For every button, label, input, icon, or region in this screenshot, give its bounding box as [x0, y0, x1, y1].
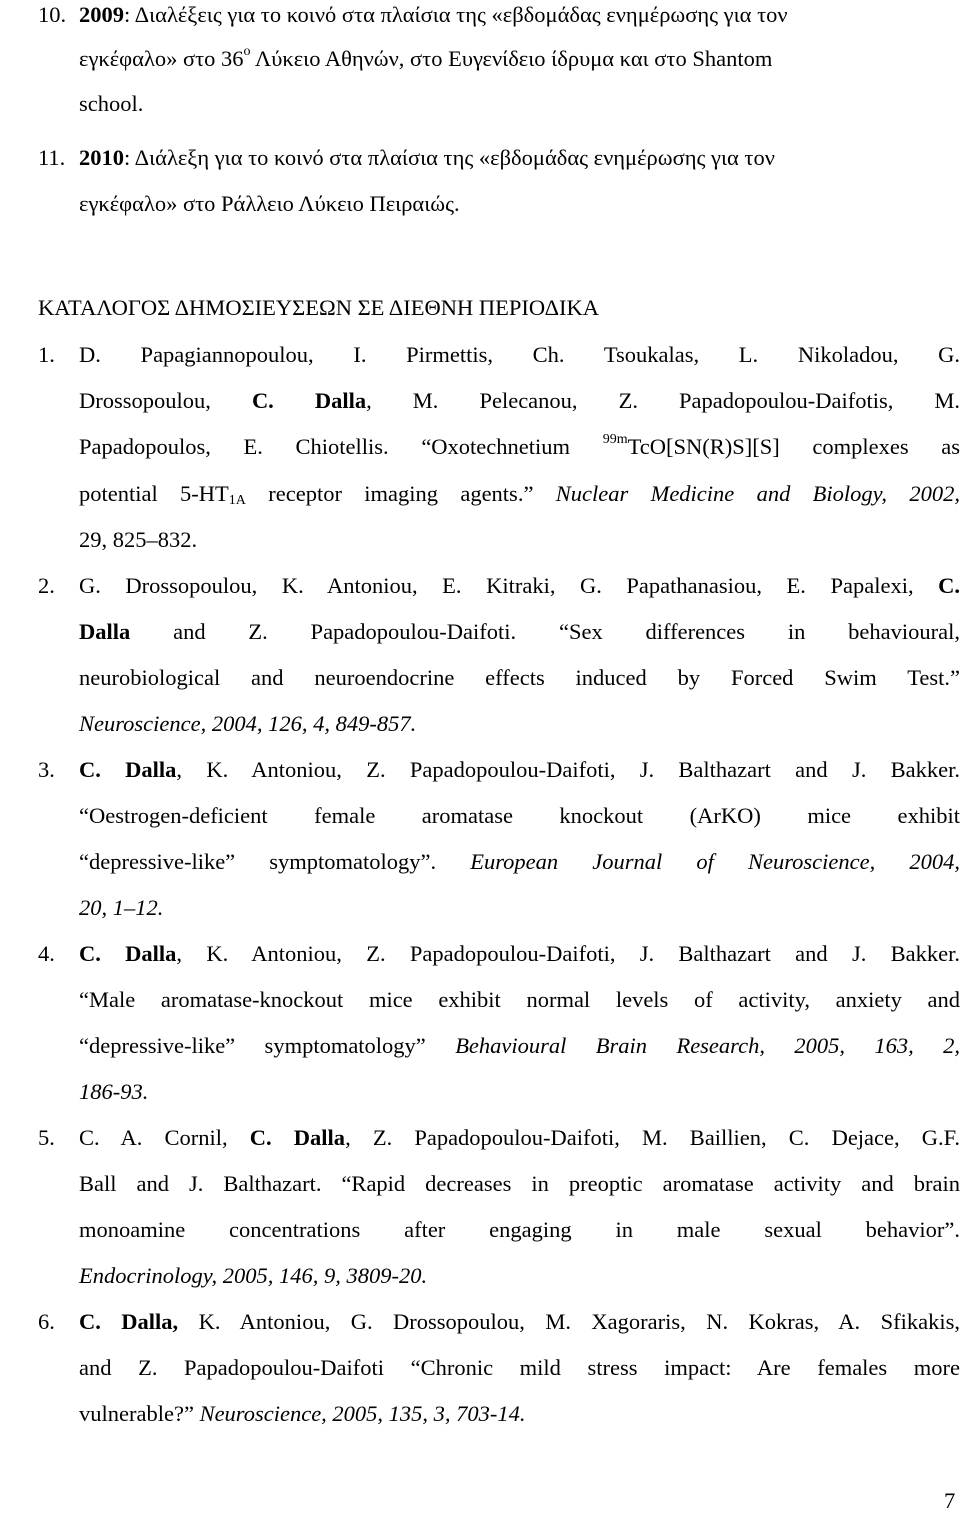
publication-2 [0, 571, 960, 601]
pub-text: receptor imaging agents.” [245, 481, 556, 506]
item-text: : Διάλεξη για το κοινό στα πλαίσια της «εβδομάδας ενημέρωσης για τον [124, 145, 775, 170]
publication-1 [0, 340, 960, 370]
publication-5-line3 [0, 1215, 960, 1245]
item-text: school. [79, 91, 144, 116]
journal-citation: Behavioural Brain Research, 2005, 163, 2, [455, 1033, 960, 1058]
pub-text: , M. Pelecanou, Z. Papadopoulou-Daifotis, M. [366, 388, 960, 413]
publication-6-line2 [0, 1353, 960, 1383]
pub-text: monoamine concentrations after engaging in male sexual behavior”. [79, 1217, 960, 1242]
superscript: ο [243, 44, 251, 59]
pub-number: 1. [38, 342, 55, 367]
publication-5-line4 [0, 1261, 960, 1291]
highlight-author: C. Dalla [251, 388, 367, 413]
lecture-item-10 [0, 0, 960, 30]
pub-text: “Oestrogen-deficient female aromatase knockout (ArKO) mice exhibit [79, 803, 960, 828]
pub-text: vulnerable?” [79, 1401, 200, 1426]
pub-text: , K. Antoniou, Z. Papadopoulou-Daifoti, J. Balthazart and J. Bakker. [176, 757, 960, 782]
pub-text: C. A. Cornil, [79, 1125, 250, 1150]
publication-5 [0, 1123, 960, 1153]
journal-citation: Nuclear Medicine and Biology, 2002, [555, 481, 960, 506]
lecture-item-10-line3 [0, 89, 960, 119]
highlight-author: C. Dalla [79, 757, 177, 782]
publication-3-line4 [0, 893, 960, 923]
lecture-item-11 [0, 143, 960, 173]
item-text: Λύκειο Αθηνών, στο Ευγενίδειο ίδρυμα και στο Shantom [250, 46, 773, 71]
superscript: 99m [602, 432, 628, 447]
publication-4 [0, 939, 960, 969]
pub-text: “depressive-like” symptomatology” [79, 1033, 456, 1058]
journal-citation: Neuroscience, 2005, 135, 3, 703-14. [199, 1401, 526, 1426]
item-year: 2010 [79, 145, 124, 170]
pub-text: Drossopoulou, [79, 388, 252, 413]
highlight-author: C. [938, 573, 960, 598]
publication-1-line5 [0, 525, 960, 555]
item-year: 2009 [79, 2, 124, 27]
publication-4-line3 [0, 1031, 960, 1061]
pub-number: 6. [38, 1309, 55, 1334]
lecture-item-11-line2 [0, 189, 960, 219]
item-text: εγκέφαλο» στο 36 [79, 46, 244, 71]
highlight-author: C. Dalla [249, 1125, 346, 1150]
journal-citation: Neuroscience, 2004, 126, 4, 849-857. [79, 711, 417, 736]
section-heading: ΚΑΤΑΛΟΓΟΣ ΔΗΜΟΣΙΕΥΣΕΩΝ ΣΕ ΔΙΕΘΝΗ ΠΕΡΙΟΔΙΚΑ [38, 295, 600, 320]
publication-2-line3 [0, 663, 960, 693]
pub-text: and Z. Papadopoulou-Daifoti. “Sex differences in behavioural, [130, 619, 960, 644]
journal-citation: 186-93. [79, 1079, 149, 1104]
pub-text: neurobiological and neuroendocrine effects induced by Forced Swim Test.” [79, 665, 960, 690]
publication-1-line4 [0, 479, 960, 509]
pub-number: 4. [38, 941, 55, 966]
publication-2-line2 [0, 617, 960, 647]
pub-text: G. Drossopoulou, K. Antoniou, E. Kitraki, G. Papathanasiou, E. Papalexi, [79, 573, 939, 598]
item-number: 11. [38, 145, 66, 170]
pub-number: 2. [38, 573, 55, 598]
publication-3-line2 [0, 801, 960, 831]
publication-3-line3 [0, 847, 960, 877]
publication-3 [0, 755, 960, 785]
pub-text: “depressive-like” symptomatology”. [79, 849, 471, 874]
journal-citation: European Journal of Neuroscience, 2004, [470, 849, 960, 874]
journal-citation: 20, 1–12. [79, 895, 164, 920]
pub-text: potential 5-HT [79, 481, 229, 506]
item-text: : Διαλέξεις για το κοινό στα πλαίσια της «εβδομάδας ενημέρωσης για τον [124, 2, 788, 27]
pub-text: , K. Antoniou, Z. Papadopoulou-Daifoti, J. Balthazart and J. Bakker. [176, 941, 960, 966]
pub-text: , Z. Papadopoulou-Daifoti, M. Baillien, C. Dejace, G.F. [345, 1125, 960, 1150]
pub-text: Papadopoulos, E. Chiotellis. “Oxotechnetium [79, 434, 603, 459]
pub-text: K. Antoniou, G. Drossopoulou, M. Xagoraris, N. Kokras, A. Sfikakis, [178, 1309, 960, 1334]
publication-4-line2 [0, 985, 960, 1015]
publication-5-line2 [0, 1169, 960, 1199]
lecture-item-10-line2 [0, 44, 960, 74]
pub-number: 3. [38, 757, 55, 782]
page-number: 7 [944, 1488, 956, 1513]
pub-text: “Male aromatase-knockout mice exhibit normal levels of activity, anxiety and [79, 987, 960, 1012]
publication-1-line2 [0, 386, 960, 416]
highlight-author: C. Dalla [79, 941, 177, 966]
publication-6-line3 [0, 1399, 960, 1429]
item-text: εγκέφαλο» στο Ράλλειο Λύκειο Πειραιώς. [79, 191, 460, 216]
highlight-author: Dalla [79, 619, 131, 644]
publication-4-line4 [0, 1077, 960, 1107]
pub-text: 29, 825–832. [79, 527, 198, 552]
publication-2-line4 [0, 709, 960, 739]
subscript: 1A [228, 493, 246, 508]
pub-text: Ball and J. Balthazart. “Rapid decreases in preoptic aromatase activity and brain [79, 1171, 960, 1196]
journal-citation: Endocrinology, 2005, 146, 9, 3809-20. [79, 1263, 428, 1288]
publication-1-line3 [0, 432, 960, 462]
pub-text: TcO[SN(R)S][S] complexes as [627, 434, 960, 459]
item-number: 10. [38, 2, 67, 27]
publication-6 [0, 1307, 960, 1337]
pub-number: 5. [38, 1125, 55, 1150]
pub-text: D. Papagiannopoulou, I. Pirmettis, Ch. Tsoukalas, L. Nikoladou, G. [79, 342, 960, 367]
pub-text: and Z. Papadopoulou-Daifoti “Chronic mild stress impact: Are females more [79, 1355, 960, 1380]
highlight-author: C. Dalla, [79, 1309, 179, 1334]
